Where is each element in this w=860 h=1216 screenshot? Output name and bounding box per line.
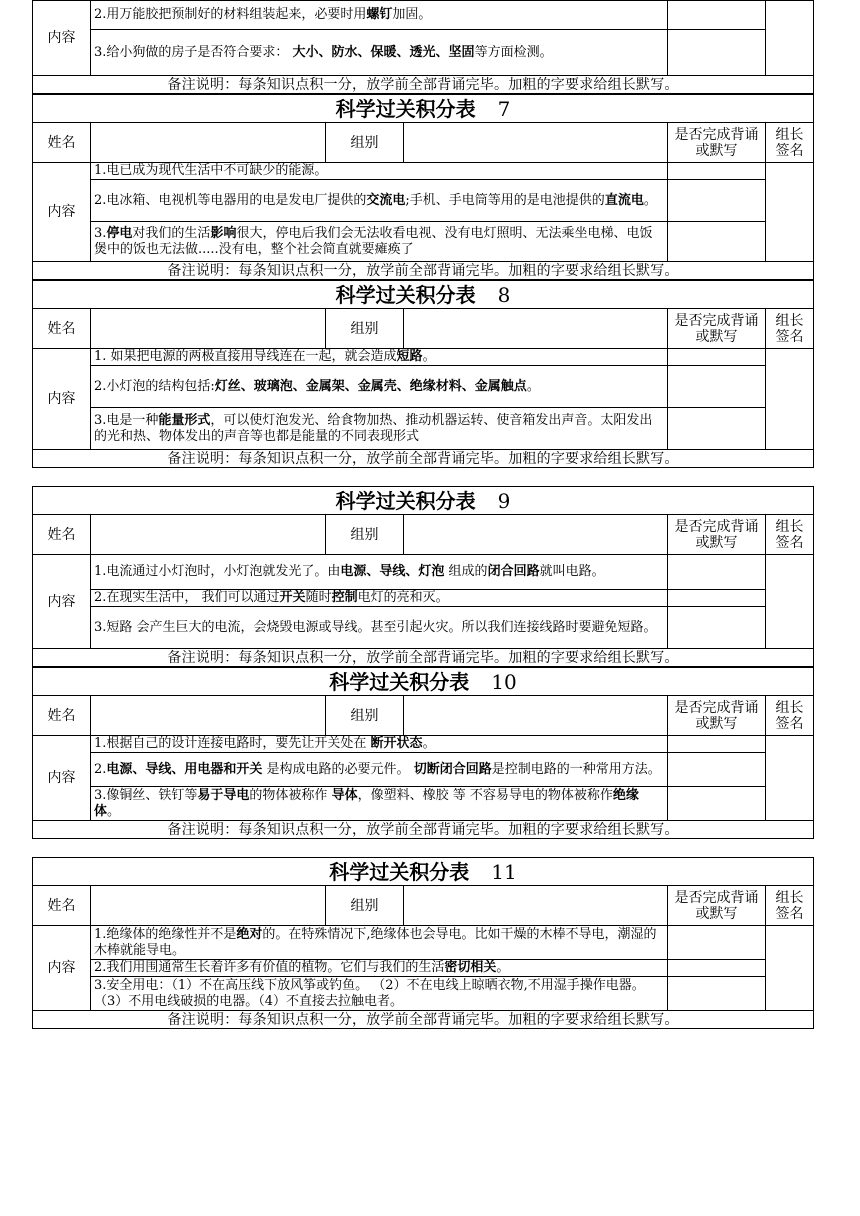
- sheet-title-text: 科学过关积分表: [329, 669, 470, 694]
- group-label: 组别: [326, 696, 404, 736]
- sheet-title: [33, 281, 814, 309]
- remark-note: 备注说明：每条知识点积一分，放学前全部背诵完毕。加粗的字要求给组长默写。: [33, 76, 814, 94]
- sheet-number: 10: [491, 669, 517, 694]
- knowledge-item-1: 1.电已成为现代生活中不可缺少的能源。: [91, 163, 668, 180]
- sheet-title-text: 科学过关积分表: [329, 859, 470, 884]
- name-label: 姓名: [33, 515, 91, 555]
- knowledge-item-3: 3.安全用电：（1）不在高压线下放风筝或钓鱼。 （2）不在电线上晾晒衣物,不用湿手操作电器。（3）不用电线破损的电器。（4）不直接去拉触电者。: [91, 977, 668, 1011]
- score-sheet: [32, 857, 814, 1029]
- knowledge-item-3: 3.短路 会产生巨大的电流，会烧毁电源或导线。甚至引起火灾。所以我们连接线路时要避免短路。: [91, 607, 668, 649]
- score-sheet: [32, 667, 814, 839]
- done-checkbox-cell[interactable]: [668, 555, 766, 590]
- content-label: 内容: [33, 555, 91, 649]
- done-header: 是否完成背诵或默写: [668, 515, 766, 555]
- done-checkbox-cell[interactable]: [668, 753, 766, 787]
- name-label: 姓名: [33, 696, 91, 736]
- sign-header: 组长签名: [766, 515, 814, 555]
- sign-header: 组长签名: [766, 309, 814, 349]
- knowledge-item: 3.给小狗做的房子是否符合要求： 大小、防水、保暖、透光、坚固等方面检测。: [91, 30, 668, 76]
- remark-note: 备注说明：每条知识点积一分，放学前全部背诵完毕。加粗的字要求给组长默写。: [33, 1011, 814, 1029]
- sign-header: 组长签名: [766, 123, 814, 163]
- sheet-title: [33, 858, 814, 886]
- knowledge-item-1: 1.绝缘体的绝缘性并不是绝对的。在特殊情况下,绝缘体也会导电。比如干燥的木棒不导电，潮湿的木棒就能导电。: [91, 926, 668, 960]
- content-label: 内容: [33, 1, 91, 76]
- knowledge-item-3: 3.像铜丝、铁钉等易于导电的物体被称作 导体，像塑料、橡胶 等 不容易导电的物体被称作绝缘体。: [91, 787, 668, 821]
- knowledge-item-2: 2.在现实生活中， 我们可以通过开关随时控制电灯的亮和灭。: [91, 590, 668, 607]
- name-label: 姓名: [33, 123, 91, 163]
- score-sheet: [32, 486, 814, 667]
- sheet-gap: [32, 839, 813, 857]
- leader-sign-cell[interactable]: [766, 926, 814, 1011]
- sheet-title-text: 科学过关积分表: [335, 488, 476, 513]
- sheet-number: 9: [497, 488, 511, 513]
- content-label: 内容: [33, 736, 91, 821]
- done-header: 是否完成背诵或默写: [668, 309, 766, 349]
- sheet-number: 7: [497, 96, 511, 121]
- sheet-title-text: 科学过关积分表: [335, 282, 476, 307]
- knowledge-item-2: 2.小灯泡的结构包括:灯丝、玻璃泡、金属架、金属壳、绝缘材料、金属触点。: [91, 366, 668, 408]
- group-label: 组别: [326, 515, 404, 555]
- score-sheet-6-partial: [32, 0, 814, 94]
- done-checkbox-cell[interactable]: [668, 590, 766, 607]
- done-checkbox-cell[interactable]: [668, 607, 766, 649]
- sign-header: 组长签名: [766, 886, 814, 926]
- sheet-number: 8: [497, 282, 511, 307]
- done-checkbox-cell[interactable]: [668, 977, 766, 1011]
- done-checkbox-cell[interactable]: [668, 926, 766, 960]
- sheet-number: 11: [491, 859, 517, 884]
- sign-header: 组长签名: [766, 696, 814, 736]
- done-checkbox-cell[interactable]: [668, 787, 766, 821]
- score-sheet: [32, 94, 814, 280]
- done-header: 是否完成背诵或默写: [668, 696, 766, 736]
- done-header: 是否完成背诵或默写: [668, 886, 766, 926]
- content-label: 内容: [33, 926, 91, 1011]
- group-field[interactable]: [404, 886, 668, 926]
- name-field[interactable]: [91, 123, 326, 163]
- content-label: 内容: [33, 349, 91, 450]
- leader-sign-cell[interactable]: [766, 163, 814, 262]
- knowledge-item-3: 3.停电对我们的生活影响很大，停电后我们会无法收看电视、没有电灯照明、无法乘坐电梯、电饭煲中的饭也无法做.....没有电，整个社会简直就要瘫痪了: [91, 222, 668, 262]
- group-label: 组别: [326, 309, 404, 349]
- name-field[interactable]: [91, 696, 326, 736]
- leader-sign-cell[interactable]: [766, 349, 814, 450]
- content-label: 内容: [33, 163, 91, 262]
- knowledge-item-2: 2.电源、导线、用电器和开关 是构成电路的必要元件。 切断闭合回路是控制电路的一种常用方法。: [91, 753, 668, 787]
- done-checkbox-cell[interactable]: [668, 366, 766, 408]
- knowledge-item-2: 2.电冰箱、电视机等电器用的电是发电厂提供的交流电;手机、手电筒等用的是电池提供的直流电。: [91, 180, 668, 222]
- done-header: 是否完成背诵或默写: [668, 123, 766, 163]
- done-checkbox-cell[interactable]: [668, 408, 766, 450]
- group-label: 组别: [326, 886, 404, 926]
- name-field[interactable]: [91, 886, 326, 926]
- remark-note: 备注说明：每条知识点积一分，放学前全部背诵完毕。加粗的字要求给组长默写。: [33, 262, 814, 280]
- knowledge-item-2: 2.我们用围通常生长着许多有价值的植物。它们与我们的生活密切相关。: [91, 960, 668, 977]
- group-field[interactable]: [404, 696, 668, 736]
- knowledge-item-1: 1.根据自己的设计连接电路时，要先让开关处在 断开状态。: [91, 736, 668, 753]
- sheet-title-text: 科学过关积分表: [335, 96, 476, 121]
- sheet-title: [33, 668, 814, 696]
- leader-sign-cell[interactable]: [766, 1, 814, 76]
- done-checkbox-cell[interactable]: [668, 180, 766, 222]
- score-sheet: [32, 280, 814, 468]
- done-checkbox-cell[interactable]: [668, 1, 766, 30]
- done-checkbox-cell[interactable]: [668, 349, 766, 366]
- done-checkbox-cell[interactable]: [668, 960, 766, 977]
- group-label: 组别: [326, 123, 404, 163]
- done-checkbox-cell[interactable]: [668, 163, 766, 180]
- remark-note: 备注说明：每条知识点积一分，放学前全部背诵完毕。加粗的字要求给组长默写。: [33, 450, 814, 468]
- remark-note: 备注说明：每条知识点积一分，放学前全部背诵完毕。加粗的字要求给组长默写。: [33, 649, 814, 667]
- group-field[interactable]: [404, 309, 668, 349]
- done-checkbox-cell[interactable]: [668, 222, 766, 262]
- sheet-title: [33, 487, 814, 515]
- name-field[interactable]: [91, 309, 326, 349]
- done-checkbox-cell[interactable]: [668, 736, 766, 753]
- leader-sign-cell[interactable]: [766, 555, 814, 649]
- remark-note: 备注说明：每条知识点积一分，放学前全部背诵完毕。加粗的字要求给组长默写。: [33, 821, 814, 839]
- leader-sign-cell[interactable]: [766, 736, 814, 821]
- done-checkbox-cell[interactable]: [668, 30, 766, 76]
- group-field[interactable]: [404, 123, 668, 163]
- sheet-title: [33, 95, 814, 123]
- knowledge-item-1: 1. 如果把电源的两极直接用导线连在一起，就会造成短路。: [91, 349, 668, 366]
- knowledge-item-1: 1.电流通过小灯泡时，小灯泡就发光了。由电源、导线、灯泡 组成的闭合回路就叫电路。: [91, 555, 668, 590]
- group-field[interactable]: [404, 515, 668, 555]
- knowledge-item-3: 3.电是一种能量形式，可以使灯泡发光、给食物加热、推动机器运转、使音箱发出声音。太阳发出的光和热、物体发出的声音等也都是能量的不同表现形式: [91, 408, 668, 450]
- sheet-gap: [32, 468, 813, 486]
- score-sheet-page: [32, 0, 813, 1029]
- name-field[interactable]: [91, 515, 326, 555]
- knowledge-item: 2.用万能胶把预制好的材料组装起来，必要时用螺钉加固。: [91, 1, 668, 30]
- name-label: 姓名: [33, 886, 91, 926]
- name-label: 姓名: [33, 309, 91, 349]
